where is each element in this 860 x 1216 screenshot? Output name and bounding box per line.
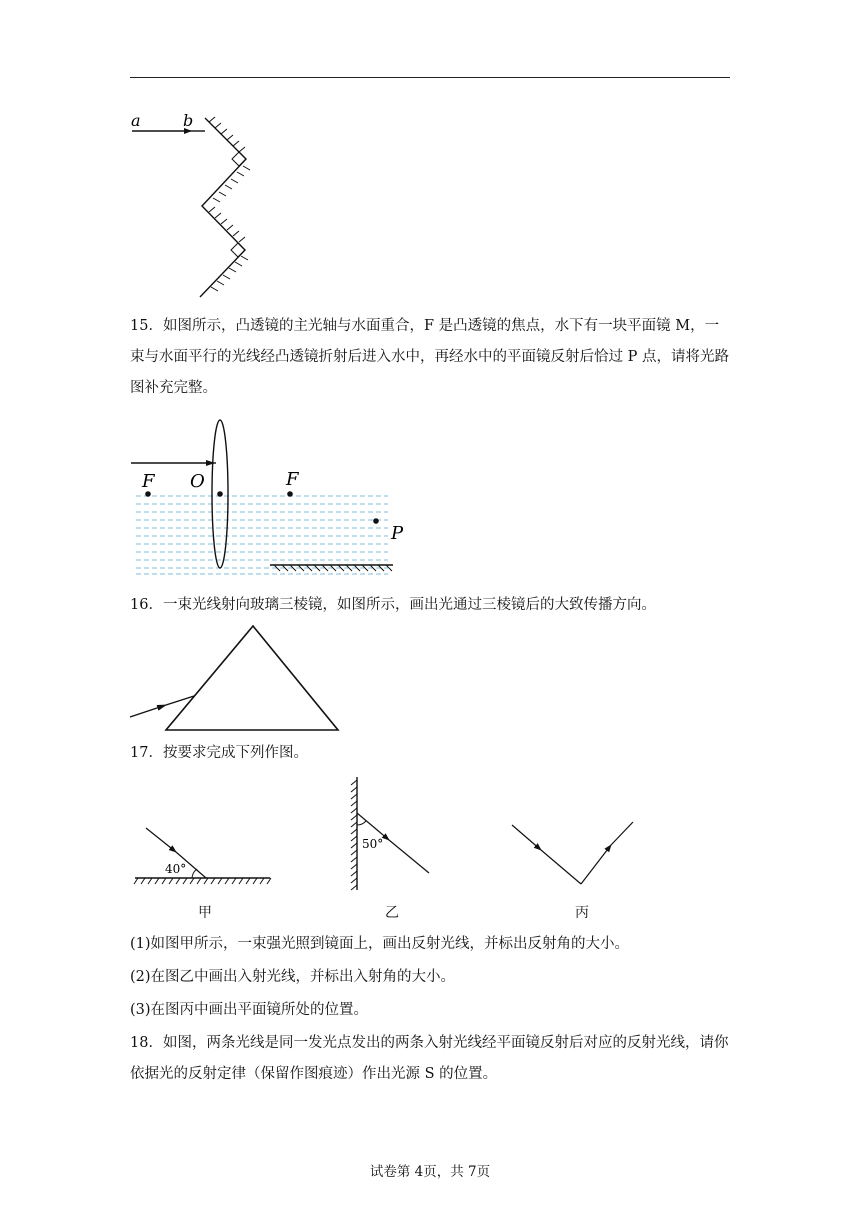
water-region <box>136 496 388 574</box>
caption-bing: 丙 <box>575 905 589 921</box>
figure-jia <box>130 820 275 890</box>
incident-ray-bing <box>512 825 541 850</box>
label-f-right: F <box>286 469 299 490</box>
point-p-dot <box>373 518 379 524</box>
question-17-sub1: (1)如图甲所示，一束强光照到镜面上，画出反射光线，并标出反射角的大小。 <box>130 936 630 952</box>
question-17-sub2: (2)在图乙中画出入射光线，并标出入射角的大小。 <box>130 969 456 985</box>
caption-jia: 甲 <box>198 905 212 921</box>
page-footer: 试卷第 4页，共 7页 <box>369 1164 491 1180</box>
label-o: O <box>190 471 205 492</box>
prism-figure <box>128 622 348 734</box>
question-16-text: 16．一束光线射向玻璃三棱镜，如图所示，画出光通过三棱镜后的大致传播方向。 <box>130 597 656 613</box>
reflected-ray-bing <box>581 845 611 884</box>
question-17-sub3: (3)在图丙中画出平面镜所处的位置。 <box>130 1002 369 1018</box>
caption-yi: 乙 <box>385 905 399 921</box>
lens-water-figure <box>128 418 413 580</box>
figure-yi <box>345 775 440 895</box>
focus-left-dot <box>145 491 151 497</box>
glass-prism <box>166 626 338 730</box>
header-rule <box>130 77 730 78</box>
question-15-text: 15．如图所示，凸透镜的主光轴与水面重合，F 是凸透镜的焦点，水下有一块平面镜 M，一束与水面平行的光线经凸透镜折射后进入水中，再经水中的平面镜反射后恰过 P 点，请将光路图补充完整。 <box>130 318 729 396</box>
reflected-ray-yi <box>357 813 389 840</box>
label-a: a <box>131 111 141 130</box>
focus-right-dot <box>287 491 293 497</box>
figure-bing <box>505 815 640 890</box>
zigzag-mirror-line <box>200 118 246 297</box>
mirror-zigzag-figure <box>125 100 265 305</box>
question-17-text: 17．按要求完成下列作图。 <box>130 745 308 761</box>
question-18-text: 18．如图，两条光线是同一发光点发出的两条入射光线经平面镜反射后对应的反射光线，请你依据光的反射定律（保留作图痕迹）作出光源 S 的位置。 <box>130 1035 729 1082</box>
label-b: b <box>183 111 194 130</box>
angle-label-jia: 40° <box>165 862 187 876</box>
incident-light-ray <box>130 705 166 717</box>
label-p: P <box>391 523 404 544</box>
incident-ray-jia <box>146 828 176 852</box>
label-f-left: F <box>142 471 155 492</box>
optical-center-dot <box>217 491 223 497</box>
angle-label-yi: 50° <box>362 837 384 851</box>
